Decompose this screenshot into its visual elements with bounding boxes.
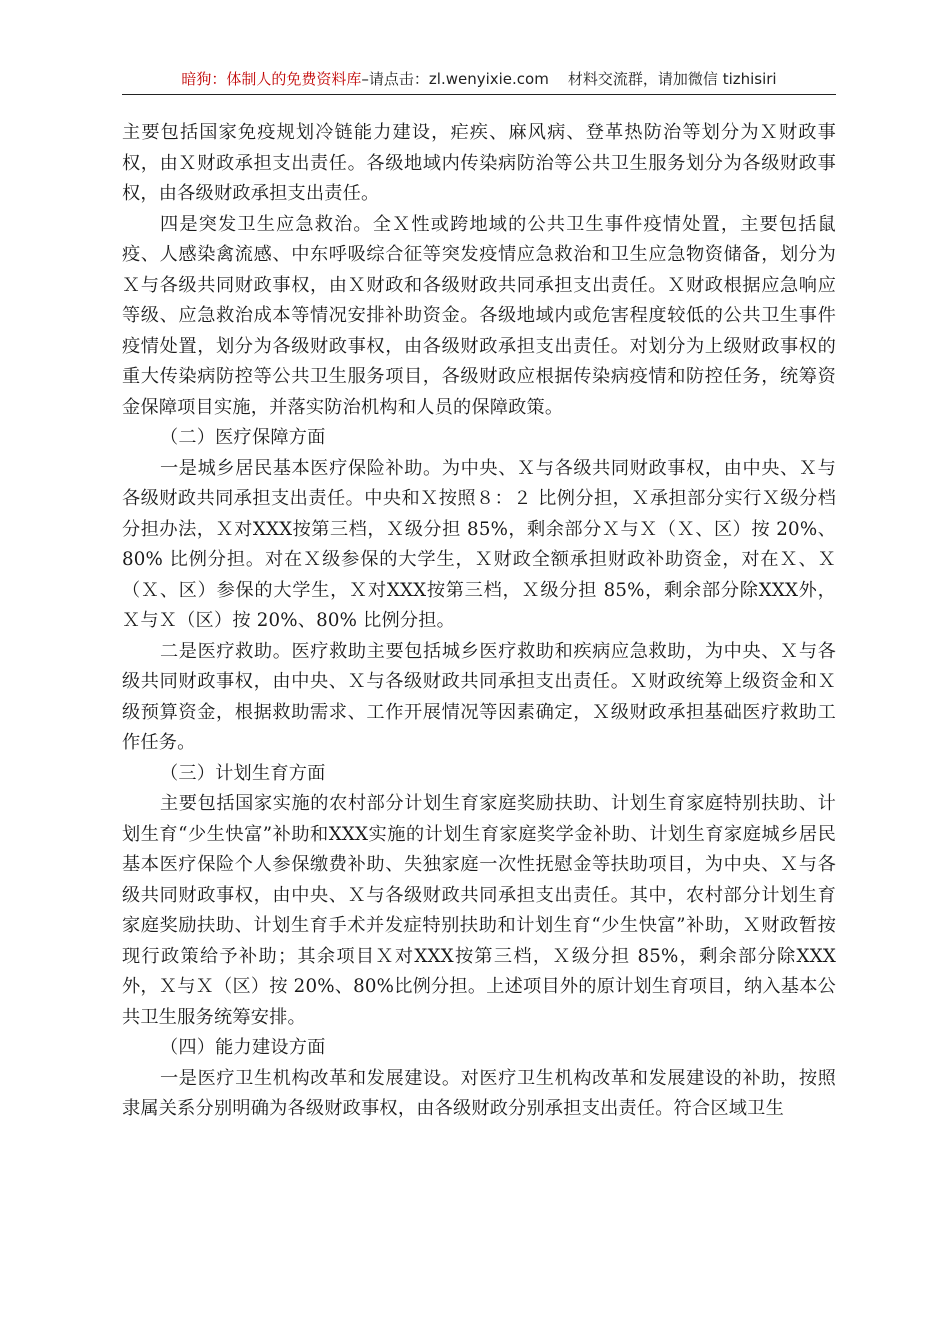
paragraph-5: 二是医疗救助。医疗救助主要包括城乡医疗救助和疾病应急救助，为中央、Ｘ与各级共同财政事权，由中央、Ｘ与各级财政共同承担支出责任。Ｘ财政统筹上级资金和Ｘ级预算资金，根据救助需求、工作开展情况等因素确定，Ｘ级财政承担基础医疗救助工作任务。 bbox=[122, 640, 836, 753]
paragraph-2: 四是突发卫生应急救治。全Ｘ性或跨地域的公共卫生事件疫情处置，主要包括鼠疫、人感染禽流感、中东呼吸综合征等突发疫情应急救治和卫生应急物资储备，划分为Ｘ与各级共同财政事权，由Ｘ财政和各级财政共同承担支出责任。Ｘ财政根据应急响应等级、应急救治成本等情况安排补助资金。各级地域内或危害程度较低的公共卫生事件疫情处置，划分为各级财政事权，由各级财政承担支出责任。对划分为上级财政事权的重大传染病防控等公共卫生服务项目，各级财政应根据传染病疫情和防控任务，统筹资金保障项目实施，并落实防治机构和人员的保障政策。 bbox=[122, 213, 836, 418]
header-spacer bbox=[549, 70, 568, 88]
section-heading-medical-security: （二）医疗保障方面 bbox=[160, 427, 326, 448]
paragraph-9: 一是医疗卫生机构改革和发展建设。对医疗卫生机构改革和发展建设的补助，按照隶属关系分别明确为各级财政事权，由各级财政分别承担支出责任。符合区域卫生 bbox=[122, 1067, 836, 1119]
header-wechat-note: 材料交流群，请加微信 tizhisiri bbox=[567, 70, 777, 88]
header-url-link[interactable]: zl.wenyixie.com bbox=[428, 70, 549, 88]
paragraph-1: 主要包括国家免疫规划冷链能力建设，疟疾、麻风病、登革热防治等划分为Ｘ财政事权，由Ｘ财政承担支出责任。各级地域内传染病防治等公共卫生服务划分为各级财政事权，由各级财政承担支出责任。 bbox=[122, 122, 836, 204]
header-click-prompt: –请点击： bbox=[361, 70, 429, 88]
section-heading-family-planning: （三）计划生育方面 bbox=[160, 762, 326, 784]
header-site-name: 暗狗：体制人的免费资料库 bbox=[181, 70, 362, 88]
paragraph-4: 一是城乡居民基本医疗保险补助。为中央、Ｘ与各级共同财政事权，由中央、Ｘ与各级财政共同承担支出责任。中央和Ｘ按照８：２ 比例分担，Ｘ承担部分实行Ｘ级分档分担办法，Ｘ对XXX按第三档，Ｘ级分担 85%，剩余部分Ｘ与Ｘ（Ｘ、区）按 20%、80% 比例分担。对在Ｘ级参保的大学生，Ｘ财政全额承担财政补助资金，对在Ｘ、Ｘ（Ｘ、区）参保的大学生，Ｘ对XXX按第三档，Ｘ级分担 85%，剩余部分除XXX外，Ｘ与Ｘ（区）按 20%、80% 比例分担。 bbox=[122, 457, 837, 631]
page-header bbox=[122, 66, 836, 95]
paragraph-7: 主要包括国家实施的农村部分计划生育家庭奖励扶助、计划生育家庭特别扶助、计划生育“少生快富”补助和XXX实施的计划生育家庭奖学金补助、计划生育家庭城乡居民基本医疗保险个人参保缴费补助、失独家庭一次性抚慰金等扶助项目，为中央、Ｘ与各级共同财政事权，由中央、Ｘ与各级财政共同承担支出责任。其中，农村部分计划生育家庭奖励扶助、计划生育手术并发症特别扶助和计划生育“少生快富”补助，Ｘ财政暂按现行政策给予补助；其余项目Ｘ对XXX按第三档，Ｘ级分担 85%，剩余部分除XXX外，Ｘ与Ｘ（区）按 20%、80%比例分担。上述项目外的原计划生育项目，纳入基本公共卫生服务统筹安排。 bbox=[122, 793, 836, 1028]
section-heading-capacity-building: （四）能力建设方面 bbox=[160, 1037, 326, 1058]
document-body bbox=[122, 118, 836, 1125]
